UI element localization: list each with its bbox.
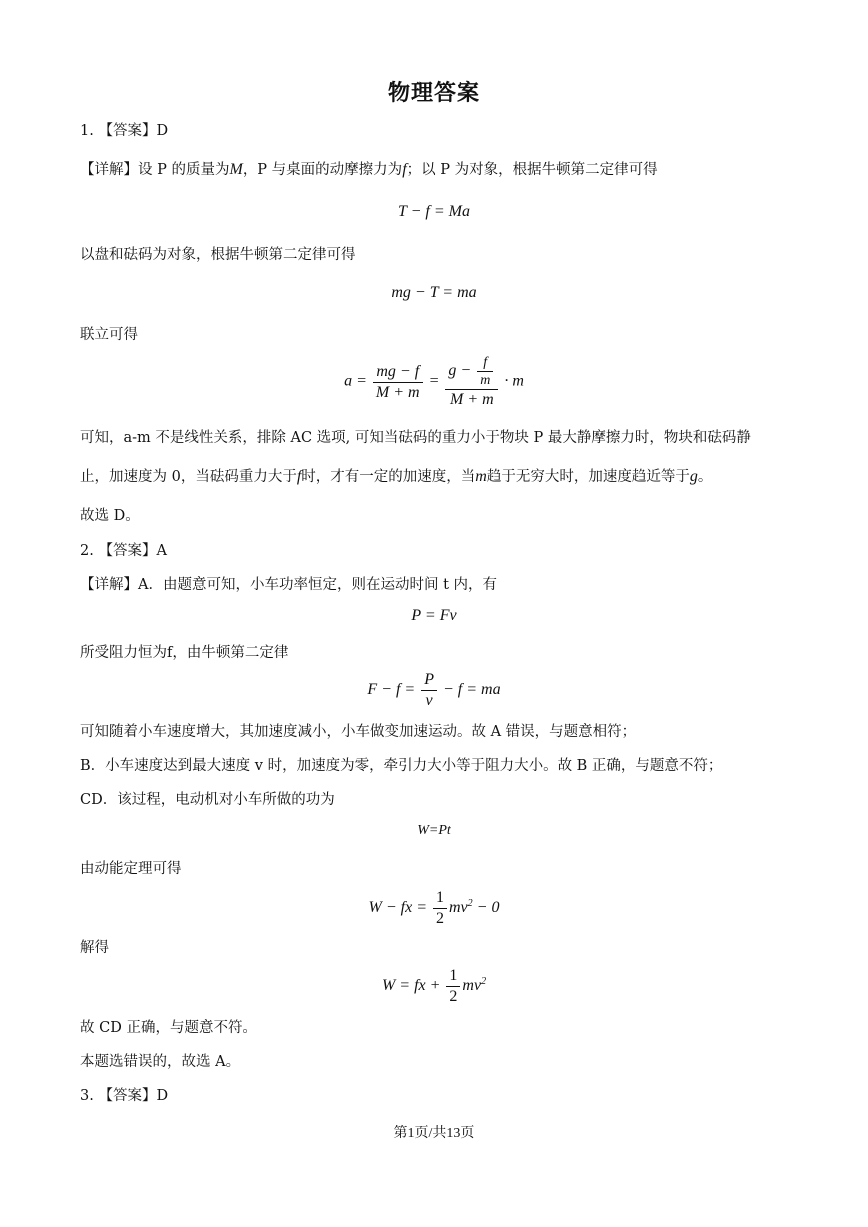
eq3-equals: = bbox=[428, 372, 440, 390]
page-footer: 第1页/共13页 bbox=[393, 1126, 475, 1141]
q1-text-2: 以盘和砝码为对象，根据牛顿第二定律可得 bbox=[80, 247, 356, 263]
eq-q2-5-fraction bbox=[446, 966, 460, 1007]
q1-detail-text-a: 【详解】设 P 的质量为 bbox=[80, 162, 230, 178]
q2-text-2: 所受阻力恒为f，由牛顿第二定律 bbox=[80, 645, 289, 661]
q1-text-5-c: 趋于无穷大时，加速度趋近等于 bbox=[486, 469, 690, 485]
q1-text-5-d: 。 bbox=[697, 469, 713, 485]
var-g: g bbox=[689, 468, 698, 485]
eq-q2-2-a: F − f = bbox=[367, 681, 416, 699]
eq-q2-5-b: mv bbox=[462, 977, 482, 995]
q1-detail-text-c: ；以 P 为对象，根据牛顿第二定律可得 bbox=[406, 162, 658, 178]
q1-text-4: 可知，a-m 不是线性关系，排除 AC 选项, 可知当砝码的重力小于物块 P 最大静摩擦力时，物块和砝码静 bbox=[80, 430, 751, 446]
eq-q2-4-den: 2 bbox=[436, 910, 444, 927]
q1-detail-text-b: ，P 与桌面的动摩擦力为 bbox=[242, 162, 403, 178]
eq-q2-4-b: mv bbox=[449, 899, 468, 917]
q2-text-7: 解得 bbox=[80, 940, 109, 956]
eq-q2-2-num: P bbox=[421, 670, 437, 691]
q2-equation-5 bbox=[0, 966, 868, 1007]
eq3-num-1: mg − f bbox=[373, 362, 423, 383]
var-f-2: f bbox=[296, 468, 302, 485]
eq-q2-4-c: − 0 bbox=[472, 899, 500, 917]
eq3-g: g − bbox=[448, 362, 472, 380]
q1-text-5-b: 时，才有一定的加速度，当 bbox=[301, 469, 476, 485]
eq3-inner-fraction bbox=[477, 354, 493, 389]
q1-equation-2: mg − T = ma bbox=[391, 284, 477, 301]
q1-text-5-a: 止，加速度为 0，当砝码重力大于 bbox=[80, 469, 297, 485]
q2-text-3: 可知随着小车速度增大，其加速度减小，小车做变加速运动。故 A 错误，与题意相符； bbox=[80, 724, 637, 740]
eq3-num-2 bbox=[445, 354, 498, 390]
eq3-den-2: M + m bbox=[450, 391, 494, 408]
var-M: M bbox=[229, 161, 243, 178]
q2-answer: 2. 【答案】A bbox=[80, 543, 167, 559]
eq-q2-2-b: − f = ma bbox=[443, 681, 501, 699]
eq-q2-5-sup: 2 bbox=[481, 975, 487, 987]
q1-equation-1: T − f = Ma bbox=[398, 203, 470, 220]
eq-q2-5-num: 1 bbox=[446, 966, 460, 987]
eq-q2-4-sup: 2 bbox=[467, 897, 473, 909]
q1-detail bbox=[80, 160, 658, 180]
q2-equation-1: P = Fv bbox=[411, 607, 457, 624]
eq3-fraction-1 bbox=[373, 362, 423, 403]
var-m: m bbox=[475, 468, 487, 485]
q2-text-6: 由动能定理可得 bbox=[80, 861, 182, 877]
q1-text-5 bbox=[80, 467, 712, 487]
q2-equation-2 bbox=[0, 670, 868, 711]
q2-text-4: B．小车速度达到最大速度 v 时，加速度为零，牵引力大小等于阻力大小。故 B 正确，与题意不符； bbox=[80, 758, 723, 774]
eq3-tail: · m bbox=[504, 372, 524, 390]
page-title: 物理答案 bbox=[387, 81, 480, 106]
eq-q2-4-num: 1 bbox=[433, 888, 447, 909]
q1-text-3: 联立可得 bbox=[80, 327, 138, 343]
eq-q2-4-a: W − fx = bbox=[368, 899, 427, 917]
eq-q2-5-a: W = fx + bbox=[381, 977, 441, 995]
eq-q2-4-fraction bbox=[433, 888, 447, 929]
q2-detail: 【详解】A．由题意可知，小车功率恒定，则在运动时间 t 内，有 bbox=[80, 577, 498, 593]
q1-text-6: 故选 D。 bbox=[80, 508, 140, 524]
q2-text-8: 故 CD 正确，与题意不符。 bbox=[80, 1020, 257, 1036]
eq3-den-1: M + m bbox=[375, 383, 420, 401]
eq-q2-5-den: 2 bbox=[449, 988, 458, 1005]
eq3-inner-den: m bbox=[480, 373, 491, 388]
eq3-lhs: a = bbox=[344, 372, 367, 390]
q1-answer: 1. 【答案】D bbox=[80, 123, 169, 139]
var-f: f bbox=[402, 161, 407, 178]
q3-answer: 3. 【答案】D bbox=[80, 1088, 169, 1104]
eq3-fraction-2 bbox=[445, 354, 498, 410]
q2-text-9: 本题选错误的，故选 A。 bbox=[80, 1054, 241, 1070]
eq3-inner-num: f bbox=[477, 354, 493, 372]
eq-q2-2-fraction bbox=[421, 670, 437, 711]
eq-q2-2-den: v bbox=[425, 692, 433, 709]
q2-equation-3: W=Pt bbox=[417, 823, 451, 838]
q2-text-5: CD．该过程，电动机对小车所做的功为 bbox=[80, 792, 335, 808]
q1-equation-3 bbox=[0, 354, 868, 410]
q2-equation-4 bbox=[0, 888, 868, 929]
